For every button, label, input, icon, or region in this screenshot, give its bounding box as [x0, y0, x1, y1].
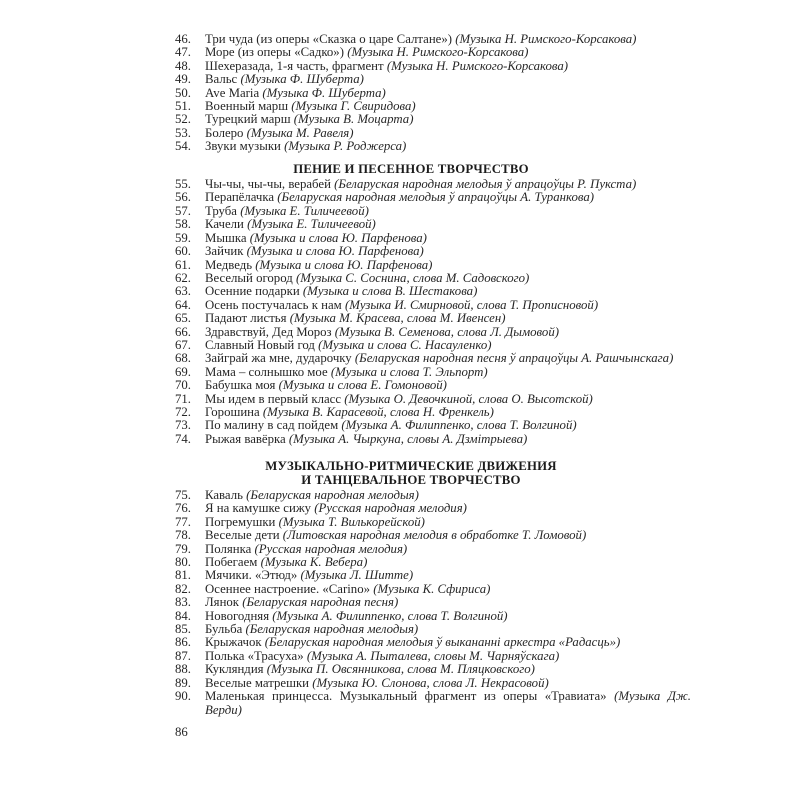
item-attribution: (Музыка и слова Ю. Парфенова)	[255, 257, 433, 272]
item-title: Ave Maria	[205, 85, 260, 100]
item-title: Чы-чы, чы-чы, верабей	[205, 177, 331, 192]
item-attribution: (Музыка Ф. Шуберта)	[240, 72, 364, 87]
item-text	[205, 543, 691, 556]
item-attribution: (Беларуская народная мелодыя ў выкананні аркестра «Радасць»)	[264, 635, 621, 650]
item-number: 90.	[175, 689, 191, 704]
item-title: Осень постучалась к нам	[205, 297, 342, 312]
item-text	[205, 352, 691, 365]
list-item	[175, 33, 691, 46]
item-attribution: (Музыка В. Моцарта)	[293, 112, 414, 127]
list-item	[175, 583, 691, 596]
item-number: 81.	[175, 568, 191, 583]
list-item	[175, 690, 691, 717]
item-text	[205, 419, 691, 432]
list-item	[175, 650, 691, 663]
list-item	[175, 433, 691, 446]
list-item	[175, 178, 691, 191]
item-title: Вальс	[205, 72, 238, 87]
list-item	[175, 191, 691, 204]
item-title: Зайграй жа мне, дударочку	[205, 351, 352, 366]
section-heading-line: ПЕНИЕ И ПЕСЕННОЕ ТВОРЧЕСТВО	[293, 161, 529, 176]
item-title: Погремушки	[205, 514, 276, 529]
list-item	[175, 73, 691, 86]
item-attribution: (Музыка Е. Тиличеевой)	[247, 217, 376, 232]
item-attribution: (Музыка В. Семенова, слова Л. Дымовой)	[334, 324, 559, 339]
item-text	[205, 140, 691, 153]
item-title: Мячики. «Этюд»	[205, 568, 298, 583]
list-item	[175, 636, 691, 649]
list-item	[175, 113, 691, 126]
item-text	[205, 529, 691, 542]
item-text	[205, 245, 691, 258]
list-item	[175, 299, 691, 312]
item-title: Зайчик	[205, 244, 244, 259]
item-title: Качели	[205, 217, 244, 232]
item-title: Звуки музыки	[205, 139, 281, 154]
item-text	[205, 87, 691, 100]
item-attribution: (Музыка и слова В. Шестакова)	[302, 284, 478, 299]
item-attribution: (Музыка Г. Свиридова)	[291, 99, 416, 114]
item-text	[205, 516, 691, 529]
item-attribution: (Музыка и слова С. Насауленко)	[318, 337, 492, 352]
item-number: 49.	[175, 72, 191, 87]
item-text	[205, 73, 691, 86]
item-number: 64.	[175, 297, 191, 312]
item-title: Осеннее настроение. «Carino»	[205, 581, 371, 596]
list-item	[175, 623, 691, 636]
item-title: Рыжая вавёрка	[205, 431, 286, 446]
item-attribution: (Литовская народная мелодия в обработке Т. Ломовой)	[282, 528, 587, 543]
list-item	[175, 379, 691, 392]
item-title: Военный марш	[205, 99, 289, 114]
section-heading	[175, 460, 647, 487]
item-number: 69.	[175, 364, 191, 379]
item-attribution: (Музыка А. Филиппенко, слова Т. Волгиной)	[341, 418, 577, 433]
list-item	[175, 60, 691, 73]
item-title: Маленькая принцесса. Музыкальный фрагмент из оперы «Травиата»	[205, 689, 607, 704]
list-item	[175, 529, 691, 542]
item-text	[205, 113, 691, 126]
item-title: Каваль	[205, 488, 243, 502]
item-attribution: (Музыка Т. Вилькорейской)	[278, 514, 425, 529]
item-text	[205, 636, 691, 649]
item-title: Веселые матрешки	[205, 675, 310, 690]
item-number: 55.	[175, 177, 191, 192]
item-attribution: (Музыка и слова Е. Гомоновой)	[278, 378, 447, 393]
item-title: Веселые дети	[205, 528, 280, 543]
item-number: 87.	[175, 648, 191, 663]
list-item	[175, 127, 691, 140]
item-attribution: (Музыка А. Пыталева, словы М. Чарняўскага)	[306, 648, 560, 663]
list-item	[175, 610, 691, 623]
item-number: 57.	[175, 203, 191, 218]
item-number: 84.	[175, 608, 191, 623]
item-attribution: (Музыка Дж. Верди)	[205, 689, 692, 717]
list-item	[175, 569, 691, 582]
item-title: Бабушка моя	[205, 378, 276, 393]
list-item	[175, 100, 691, 113]
item-text	[205, 100, 691, 113]
item-number: 47.	[175, 45, 191, 60]
item-text	[205, 569, 691, 582]
item-number: 61.	[175, 257, 191, 272]
item-attribution: (Музыка С. Соснина, слова М. Садовского)	[295, 270, 530, 285]
item-text	[205, 650, 691, 663]
list-item	[175, 556, 691, 569]
item-text	[205, 60, 691, 73]
item-title: Три чуда (из оперы «Сказка о царе Салтане»)	[205, 32, 453, 46]
list-item	[175, 516, 691, 529]
item-attribution: (Музыка и слова Ю. Парфенова)	[249, 230, 427, 245]
item-title: Здравствуй, Дед Мороз	[205, 324, 332, 339]
item-text	[205, 127, 691, 140]
item-attribution: (Музыка Н. Римского-Корсакова)	[386, 58, 569, 73]
item-text	[205, 312, 691, 325]
item-text	[205, 339, 691, 352]
item-number: 52.	[175, 112, 191, 127]
item-title: Лянок	[205, 595, 240, 610]
list-item	[175, 406, 691, 419]
item-title: Шехеразада, 1-я часть, фрагмент	[205, 58, 384, 73]
item-text	[205, 272, 691, 285]
item-text	[205, 393, 691, 406]
item-title: Медведь	[205, 257, 253, 272]
item-title: Крыжачок	[205, 635, 262, 650]
list-item	[175, 312, 691, 325]
list-item	[175, 352, 691, 365]
item-number: 62.	[175, 270, 191, 285]
item-text	[205, 178, 691, 191]
list-item	[175, 140, 691, 153]
list-item	[175, 46, 691, 59]
item-attribution: (Беларуская народная песня)	[242, 595, 399, 610]
item-text	[205, 663, 691, 676]
item-attribution: (Музыка О. Девочкиной, слова О. Высотской)	[344, 391, 593, 406]
item-title: Труба	[205, 203, 237, 218]
item-title: Я на камушке сижу	[205, 501, 312, 516]
item-text	[205, 259, 691, 272]
list-item	[175, 218, 691, 231]
item-attribution: (Музыка Ю. Слонова, слова Л. Некрасовой)	[312, 675, 549, 690]
item-number: 59.	[175, 230, 191, 245]
item-title: Горошина	[205, 404, 260, 419]
item-number: 89.	[175, 675, 191, 690]
list-item	[175, 489, 691, 502]
item-text	[205, 205, 691, 218]
item-attribution: (Русская народная мелодия)	[254, 541, 408, 556]
item-attribution: (Музыка Р. Роджерса)	[284, 139, 407, 154]
item-attribution: (Беларуская народная песня ў апрацоўцы А. Рашчынскага)	[354, 351, 674, 366]
item-title: Кукляндия	[205, 662, 264, 677]
item-text	[205, 677, 691, 690]
list-item	[175, 285, 691, 298]
item-number: 75.	[175, 488, 191, 502]
item-attribution: (Музыка П. Овсянникова, слова М. Пляцковского)	[266, 662, 535, 677]
list-item	[175, 393, 691, 406]
item-text	[205, 379, 691, 392]
item-attribution: (Беларуская народная мелодыя ў апрацоўцы Р. Пукста)	[334, 177, 637, 192]
item-number: 65.	[175, 311, 191, 326]
item-text	[205, 326, 691, 339]
item-title: Море (из оперы «Садко»)	[205, 45, 344, 60]
item-number: 73.	[175, 418, 191, 433]
list-item	[175, 543, 691, 556]
item-attribution: (Музыка А. Филиппенко, слова Т. Волгиной)	[272, 608, 508, 623]
item-number: 53.	[175, 125, 191, 140]
item-number: 79.	[175, 541, 191, 556]
item-attribution: (Музыка А. Чыркуна, словы А. Дзмітрыева)	[288, 431, 528, 446]
item-text	[205, 433, 691, 446]
item-title: Полянка	[205, 541, 252, 556]
item-title: Перапёлачка	[205, 190, 275, 205]
item-attribution: (Музыка и слова Т. Эльпорт)	[330, 364, 488, 379]
item-title: Мама – солнышко мое	[205, 364, 328, 379]
item-text	[205, 232, 691, 245]
item-number: 60.	[175, 244, 191, 259]
item-number: 67.	[175, 337, 191, 352]
item-number: 85.	[175, 622, 191, 637]
item-text	[205, 33, 691, 46]
item-text	[205, 610, 691, 623]
item-title: Падают листья	[205, 311, 287, 326]
item-title: Веселый огород	[205, 270, 293, 285]
item-attribution: (Музыка Е. Тиличеевой)	[240, 203, 369, 218]
list-item	[175, 326, 691, 339]
item-number: 56.	[175, 190, 191, 205]
item-number: 88.	[175, 662, 191, 677]
item-number: 72.	[175, 404, 191, 419]
item-attribution: (Музыка и слова Ю. Парфенова)	[246, 244, 424, 259]
item-text	[205, 299, 691, 312]
item-attribution: (Музыка М. Красева, слова М. Ивенсен)	[289, 311, 506, 326]
item-number: 68.	[175, 351, 191, 366]
list-item	[175, 259, 691, 272]
item-text	[205, 623, 691, 636]
list-item	[175, 502, 691, 515]
item-attribution: (Беларуская народная мелодыя)	[245, 622, 419, 637]
item-title: Болеро	[205, 125, 244, 140]
item-text	[205, 502, 691, 515]
item-title: Турецкий марш	[205, 112, 291, 127]
list-item	[175, 677, 691, 690]
item-attribution: (Музыка Л. Шитте)	[300, 568, 414, 583]
item-number: 63.	[175, 284, 191, 299]
item-title: Новогодняя	[205, 608, 270, 623]
list-item	[175, 87, 691, 100]
repertoire-list	[175, 33, 691, 739]
item-text	[205, 191, 691, 204]
item-attribution: (Музыка М. Равеля)	[246, 125, 354, 140]
item-number: 83.	[175, 595, 191, 610]
section-heading-line: МУЗЫКАЛЬНО-РИТМИЧЕСКИЕ ДВИЖЕНИЯ	[265, 459, 557, 474]
section-heading-line: И ТАНЦЕВАЛЬНОЕ ТВОРЧЕСТВО	[301, 472, 521, 487]
page-number: 86	[175, 724, 188, 739]
item-title: По малину в сад пойдем	[205, 418, 339, 433]
item-title: Осенние подарки	[205, 284, 300, 299]
item-attribution: (Музыка В. Карасевой, слова Н. Френкель)	[262, 404, 494, 419]
item-title: Побегаем	[205, 555, 258, 570]
item-attribution: (Беларуская народная мелодыя ў апрацоўцы А. Туранкова)	[277, 190, 594, 205]
item-number: 48.	[175, 58, 191, 73]
item-number: 46.	[175, 32, 191, 46]
item-attribution: (Музыка Ф. Шуберта)	[262, 85, 386, 100]
list-item	[175, 339, 691, 352]
item-text	[205, 690, 691, 717]
item-number: 70.	[175, 378, 191, 393]
item-number: 82.	[175, 581, 191, 596]
item-number: 86.	[175, 635, 191, 650]
item-attribution: (Музыка К. Вебера)	[260, 555, 368, 570]
item-attribution: (Русская народная мелодия)	[314, 501, 467, 516]
list-item	[175, 663, 691, 676]
item-number: 71.	[175, 391, 191, 406]
item-text	[205, 583, 691, 596]
item-number: 77.	[175, 514, 191, 529]
item-number: 58.	[175, 217, 191, 232]
item-number: 74.	[175, 431, 191, 446]
item-title: Бульба	[205, 622, 243, 637]
item-number: 51.	[175, 99, 191, 114]
item-number: 80.	[175, 555, 191, 570]
item-attribution: (Музыка И. Смирновой, слова Т. Прописновой)	[344, 297, 599, 312]
item-number: 78.	[175, 528, 191, 543]
item-title: Славный Новый год	[205, 337, 315, 352]
item-title: Мы идем в первый класс	[205, 391, 342, 406]
item-text	[205, 489, 691, 502]
list-item	[175, 272, 691, 285]
item-number: 54.	[175, 139, 191, 154]
item-text	[205, 406, 691, 419]
list-item	[175, 245, 691, 258]
item-number: 50.	[175, 85, 191, 100]
item-attribution: (Музыка К. Сфириса)	[373, 581, 491, 596]
item-text	[205, 46, 691, 59]
list-item	[175, 419, 691, 432]
list-item	[175, 366, 691, 379]
item-text	[205, 556, 691, 569]
item-number: 66.	[175, 324, 191, 339]
list-item	[175, 596, 691, 609]
item-text	[205, 218, 691, 231]
list-item	[175, 205, 691, 218]
item-text	[205, 285, 691, 298]
item-attribution: (Беларуская народная мелодыя)	[246, 488, 419, 502]
item-number: 76.	[175, 501, 191, 516]
item-text	[205, 366, 691, 379]
section-heading	[175, 163, 647, 176]
item-title: Мышка	[205, 230, 247, 245]
item-title: Полька «Трасуха»	[205, 648, 304, 663]
item-attribution: (Музыка Н. Римского-Корсакова)	[455, 32, 637, 46]
item-attribution: (Музыка Н. Римского-Корсакова)	[347, 45, 529, 60]
list-item	[175, 232, 691, 245]
item-text	[205, 596, 691, 609]
